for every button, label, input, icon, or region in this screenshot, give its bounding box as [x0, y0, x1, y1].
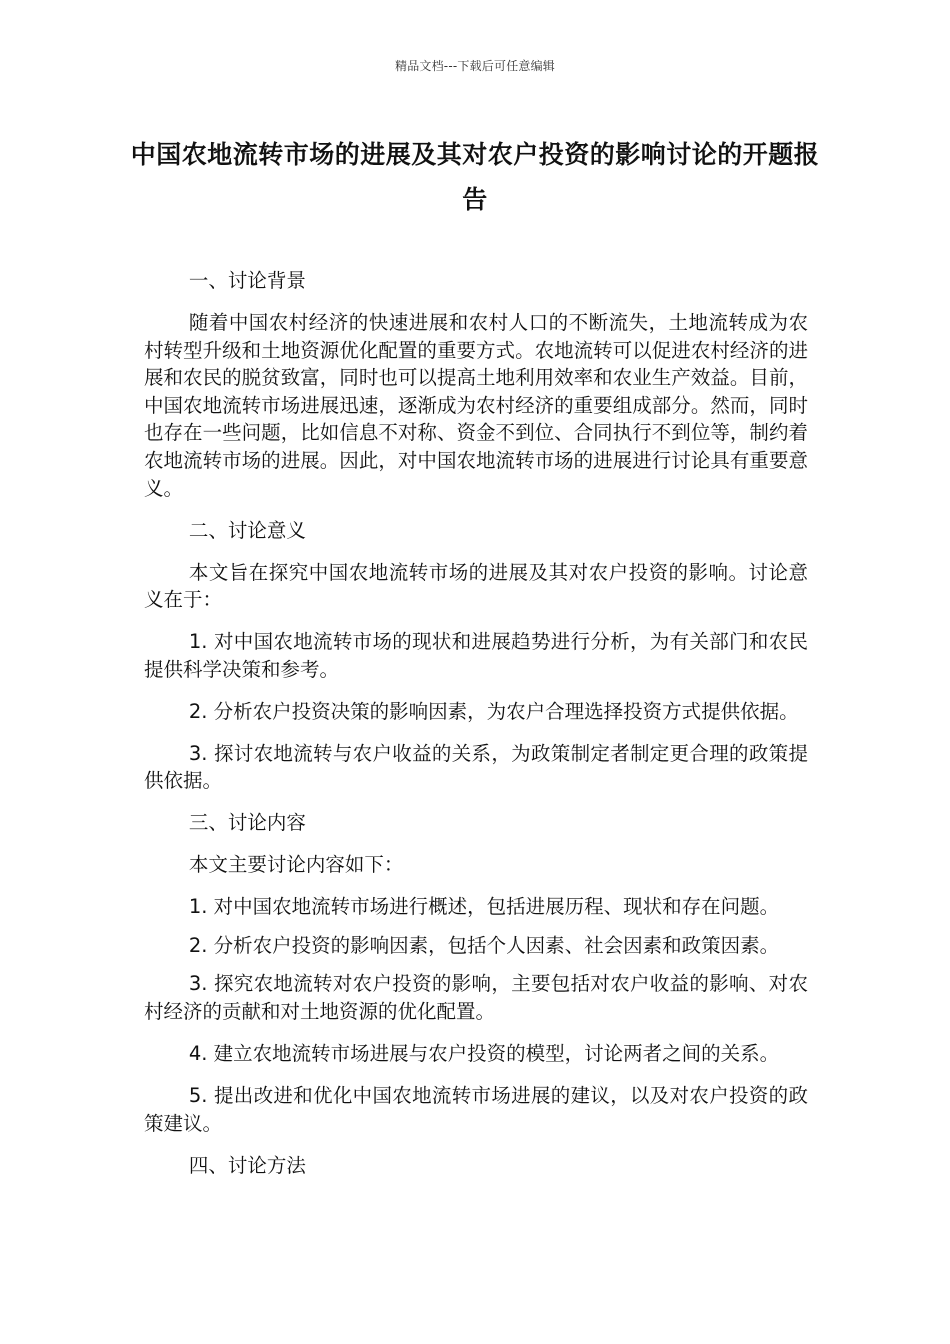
section-heading-significance: 二、讨论意义: [188, 518, 306, 542]
section-heading-content: 三、讨论内容: [188, 811, 306, 835]
section-heading-background: 一、讨论背景: [188, 269, 306, 292]
document-body: [144, 267, 808, 1194]
significance-item-1: 1. 对中国农地流转市场的现状和进展趋势进行分析，为有关部门和农民提供科学决策和参考。: [144, 630, 808, 681]
content-item-5: 5. 提出改进和优化中国农地流转市场进展的建议，以及对农户投资的政策建议。: [144, 1083, 808, 1135]
content-item-1: 1. 对中国农地流转市场进行概述，包括进展历程、现状和存在问题。: [188, 895, 780, 919]
content-item-3: 3. 探究农地流转对农户投资的影响，主要包括对农户收益的影响、对农村经济的贡献和对土地资源的优化配置。: [144, 972, 808, 1023]
significance-item-2: 2. 分析农户投资决策的影响因素，为农户合理选择投资方式提供依据。: [188, 699, 799, 723]
background-paragraph: 随着中国农村经济的快速进展和农村人口的不断流失，土地流转成为农村转型升级和土地资源优化配置的重要方式。农地流转可以促进农村经济的进展和农民的脱贫致富，同时也可以提高土地利用效率和农业生产效益。目前，中国农地流转市场进展迅速，逐渐成为农村经济的重要组成部分。然而，同时也存在一些问题，比如信息不对称、资金不到位、合同执行不到位等，制约着农地流转市场的进展。因此，对中国农地流转市场的进展进行讨论具有重要意义。: [144, 310, 808, 500]
content-item-4: 4. 建立农地流转市场进展与农户投资的模型，讨论两者之间的关系。: [188, 1041, 780, 1065]
header-note: 精品文档---下载后可任意编辑: [395, 59, 555, 73]
document-title: 中国农地流转市场的进展及其对农户投资的影响讨论的开题报告: [130, 140, 820, 214]
significance-item-3: 3. 探讨农地流转与农户收益的关系，为政策制定者制定更合理的政策提供依据。: [144, 741, 808, 793]
content-intro: 本文主要讨论内容如下：: [188, 853, 404, 877]
significance-intro: 本文旨在探究中国农地流转市场的进展及其对农户投资的影响。讨论意义在于：: [144, 560, 808, 612]
content-item-2: 2. 分析农户投资的影响因素，包括个人因素、社会因素和政策因素。: [188, 933, 780, 957]
section-heading-method: 四、讨论方法: [188, 1153, 306, 1177]
